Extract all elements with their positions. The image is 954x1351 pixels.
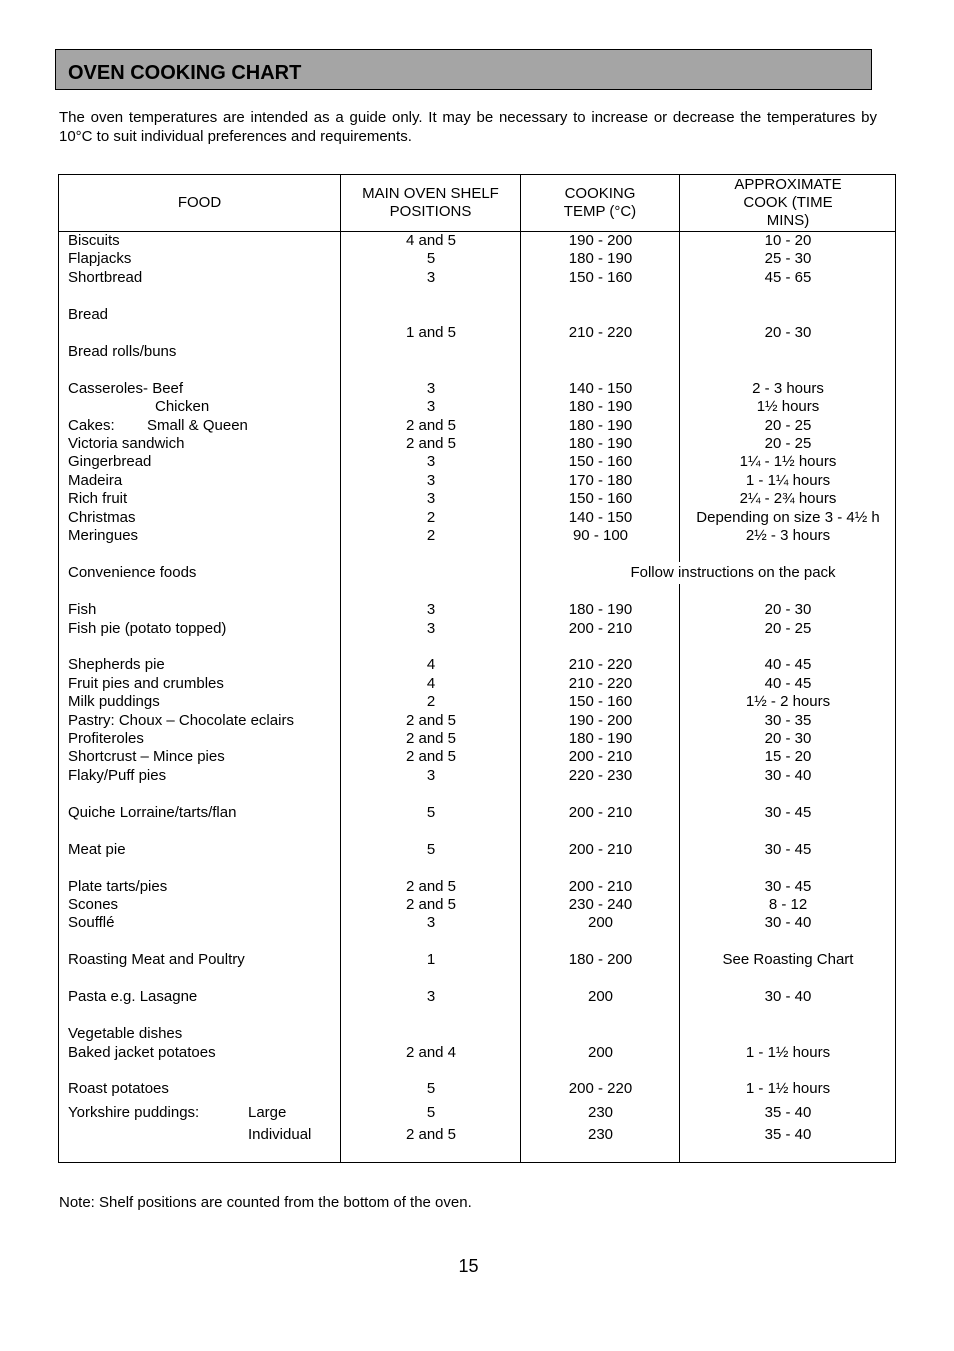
time-cell: 20 - 25 [764, 620, 812, 637]
temp-cell: 180 - 190 [568, 730, 633, 747]
time-cell: 30 - 45 [764, 841, 812, 858]
shelf-cell: 2 and 5 [405, 435, 457, 452]
food-cell: Pasta e.g. Lasagne [68, 988, 198, 1005]
time-cell: 30 - 40 [764, 914, 812, 931]
temp-cell: 180 - 200 [568, 951, 633, 968]
time-cell: 20 - 25 [764, 435, 812, 452]
food-cell: Bread [68, 306, 109, 323]
shelf-cell: 2 and 5 [405, 748, 457, 765]
time-cell: 2¼ - 2¾ hours [739, 490, 837, 507]
temp-cell: 150 - 160 [568, 453, 633, 470]
temp-cell: 180 - 190 [568, 417, 633, 434]
food-cell: Gingerbread [68, 453, 152, 470]
time-cell: 2 - 3 hours [752, 380, 824, 397]
shelf-cell: 5 [426, 1080, 436, 1097]
food-cell: Rich fruit [68, 490, 128, 507]
food-cell: Chicken [155, 398, 210, 415]
page-number: 15 [458, 1256, 479, 1276]
temp-cell: 200 [587, 988, 614, 1005]
time-cell: 8 - 12 [768, 896, 808, 913]
time-cell: 30 - 40 [764, 988, 812, 1005]
temp-cell: 180 - 190 [568, 601, 633, 618]
temp-cell: 200 - 210 [568, 620, 633, 637]
temp-cell: 200 - 210 [568, 841, 633, 858]
temp-cell: 210 - 220 [568, 675, 633, 692]
shelf-cell: 3 [426, 398, 436, 415]
shelf-cell: 2 [426, 693, 436, 710]
food-cell: Quiche Lorraine/tarts/flan [68, 804, 237, 821]
cooking-chart-table [58, 174, 896, 1163]
time-cell: 1½ hours [756, 398, 820, 415]
time-cell: 1½ - 2 hours [745, 693, 831, 710]
shelf-cell: 3 [426, 490, 436, 507]
temp-cell: 180 - 190 [568, 435, 633, 452]
shelf-cell: 3 [426, 767, 436, 784]
food-cell: Plate tarts/pies [68, 878, 168, 895]
time-cell: 40 - 45 [764, 675, 812, 692]
temp-cell: 200 - 210 [568, 804, 633, 821]
shelf-cell: 2 and 4 [405, 1044, 457, 1061]
food-cell: Baked jacket potatoes [68, 1044, 216, 1061]
time-cell: 30 - 35 [764, 712, 812, 729]
time-cell: 2½ - 3 hours [745, 527, 831, 544]
header-food: FOOD [177, 194, 222, 211]
food-cell: Victoria sandwich [68, 435, 185, 452]
temp-cell: 170 - 180 [568, 472, 633, 489]
shelf-cell: 2 and 5 [405, 417, 457, 434]
shelf-cell: 3 [426, 380, 436, 397]
time-cell: Depending on size 3 - 4½ h [696, 509, 880, 526]
shelf-cell: 5 [426, 250, 436, 267]
header-temp: COOKING TEMP (°C) [563, 185, 637, 220]
shelf-cell: 3 [426, 988, 436, 1005]
shelf-cell: 3 [426, 472, 436, 489]
food-cell: Yorkshire puddings: [68, 1104, 200, 1121]
shelf-cell: 3 [426, 620, 436, 637]
shelf-cell: 4 [426, 656, 436, 673]
shelf-cell: 1 and 5 [405, 324, 457, 341]
time-cell: 1 - 1½ hours [745, 1044, 831, 1061]
food-cell: Soufflé [68, 914, 115, 931]
food-subtype-cell: Individual [248, 1126, 312, 1143]
food-cell: Shortcrust – Mince pies [68, 748, 225, 765]
food-cell: Cakes: [68, 417, 115, 434]
food-cell: Casseroles- Beef [68, 380, 184, 397]
food-cell: Fish [68, 601, 97, 618]
shelf-cell: 4 and 5 [405, 232, 457, 249]
time-cell: 25 - 30 [764, 250, 812, 267]
shelf-cell: 5 [426, 804, 436, 821]
header-time: APPROXIMATE COOK (TIME MINS) [734, 176, 842, 229]
time-cell: 20 - 30 [764, 730, 812, 747]
food-cell: Milk puddings [68, 693, 160, 710]
time-cell: 40 - 45 [764, 656, 812, 673]
temp-cell: 230 - 240 [568, 896, 633, 913]
temp-cell: 200 [587, 914, 614, 931]
temp-cell: 200 - 210 [568, 878, 633, 895]
shelf-cell: 5 [426, 841, 436, 858]
time-cell: 30 - 45 [764, 804, 812, 821]
food-cell: Flaky/Puff pies [68, 767, 167, 784]
header-shelf: MAIN OVEN SHELF POSITIONS [362, 185, 499, 220]
time-cell: 15 - 20 [764, 748, 812, 765]
shelf-cell: 2 [426, 527, 436, 544]
time-cell: 1 - 1¼ hours [745, 472, 831, 489]
food-cell: Madeira [68, 472, 123, 489]
food-cell: Vegetable dishes [68, 1025, 183, 1042]
time-cell: 10 - 20 [764, 232, 812, 249]
temp-cell: 150 - 160 [568, 693, 633, 710]
food-cell: Roast potatoes [68, 1080, 169, 1097]
temp-cell: 140 - 150 [568, 380, 633, 397]
time-cell: 1 - 1½ hours [745, 1080, 831, 1097]
shelf-cell: 2 and 5 [405, 896, 457, 913]
food-cell: Roasting Meat and Poultry [68, 951, 245, 968]
shelf-cell: 3 [426, 269, 436, 286]
temp-cell: 180 - 190 [568, 250, 633, 267]
food-subtype-cell: Large [248, 1104, 287, 1121]
food-cell: Convenience foods [68, 564, 197, 581]
temp-cell: 150 - 160 [568, 490, 633, 507]
shelf-cell: 2 and 5 [405, 712, 457, 729]
food-cell: Biscuits [68, 232, 120, 249]
time-cell: 30 - 40 [764, 767, 812, 784]
food-cell: Christmas [68, 509, 136, 526]
temp-cell: 210 - 220 [568, 324, 633, 341]
temp-cell: 140 - 150 [568, 509, 633, 526]
temp-cell: 200 - 210 [568, 748, 633, 765]
temp-cell: 230 [587, 1126, 614, 1143]
temp-cell: 210 - 220 [568, 656, 633, 673]
intro-text: The oven temperatures are intended as a guide only. It may be necessary to increase or decrease the temperatures by 10°C to suit individual preferences and requirements. [59, 109, 877, 145]
title-bar [55, 49, 872, 90]
temp-cell: 220 - 230 [568, 767, 633, 784]
food-cell: Pastry: Choux – Chocolate eclairs [68, 712, 294, 729]
footnote: Note: Shelf positions are counted from the bottom of the oven. [59, 1194, 472, 1211]
instruction-cell: Follow instructions on the pack [630, 564, 836, 581]
shelf-cell: 4 [426, 675, 436, 692]
temp-cell: 180 - 190 [568, 398, 633, 415]
food-cell: Fruit pies and crumbles [68, 675, 224, 692]
shelf-cell: 5 [426, 1104, 436, 1121]
shelf-cell: 3 [426, 601, 436, 618]
time-cell: 35 - 40 [764, 1126, 812, 1143]
temp-cell: 190 - 200 [568, 232, 633, 249]
shelf-cell: 2 and 5 [405, 730, 457, 747]
page-title: OVEN COOKING CHART [68, 62, 302, 84]
time-cell: 20 - 25 [764, 417, 812, 434]
food-cell: Fish pie (potato topped) [68, 620, 227, 637]
temp-cell: 190 - 200 [568, 712, 633, 729]
shelf-cell: 3 [426, 453, 436, 470]
food-cell: Meat pie [68, 841, 126, 858]
shelf-cell: 3 [426, 914, 436, 931]
time-cell: 30 - 45 [764, 878, 812, 895]
shelf-cell: 1 [426, 951, 436, 968]
time-cell: 45 - 65 [764, 269, 812, 286]
temp-cell: 230 [587, 1104, 614, 1121]
food-cell: Scones [68, 896, 119, 913]
temp-cell: 200 - 220 [568, 1080, 633, 1097]
time-cell: 20 - 30 [764, 324, 812, 341]
food-cell: Flapjacks [68, 250, 132, 267]
food-cell: Bread rolls/buns [68, 343, 177, 360]
time-cell: 1¼ - 1½ hours [739, 453, 837, 470]
temp-cell: 200 [587, 1044, 614, 1061]
shelf-cell: 2 and 5 [405, 1126, 457, 1143]
food-subtype-cell: Small & Queen [147, 417, 248, 434]
time-cell: See Roasting Chart [722, 951, 854, 968]
temp-cell: 90 - 100 [572, 527, 629, 544]
food-cell: Meringues [68, 527, 139, 544]
food-cell: Shortbread [68, 269, 143, 286]
time-cell: 20 - 30 [764, 601, 812, 618]
shelf-cell: 2 and 5 [405, 878, 457, 895]
shelf-cell: 2 [426, 509, 436, 526]
food-cell: Shepherds pie [68, 656, 165, 673]
food-cell: Profiteroles [68, 730, 144, 747]
time-cell: 35 - 40 [764, 1104, 812, 1121]
temp-cell: 150 - 160 [568, 269, 633, 286]
